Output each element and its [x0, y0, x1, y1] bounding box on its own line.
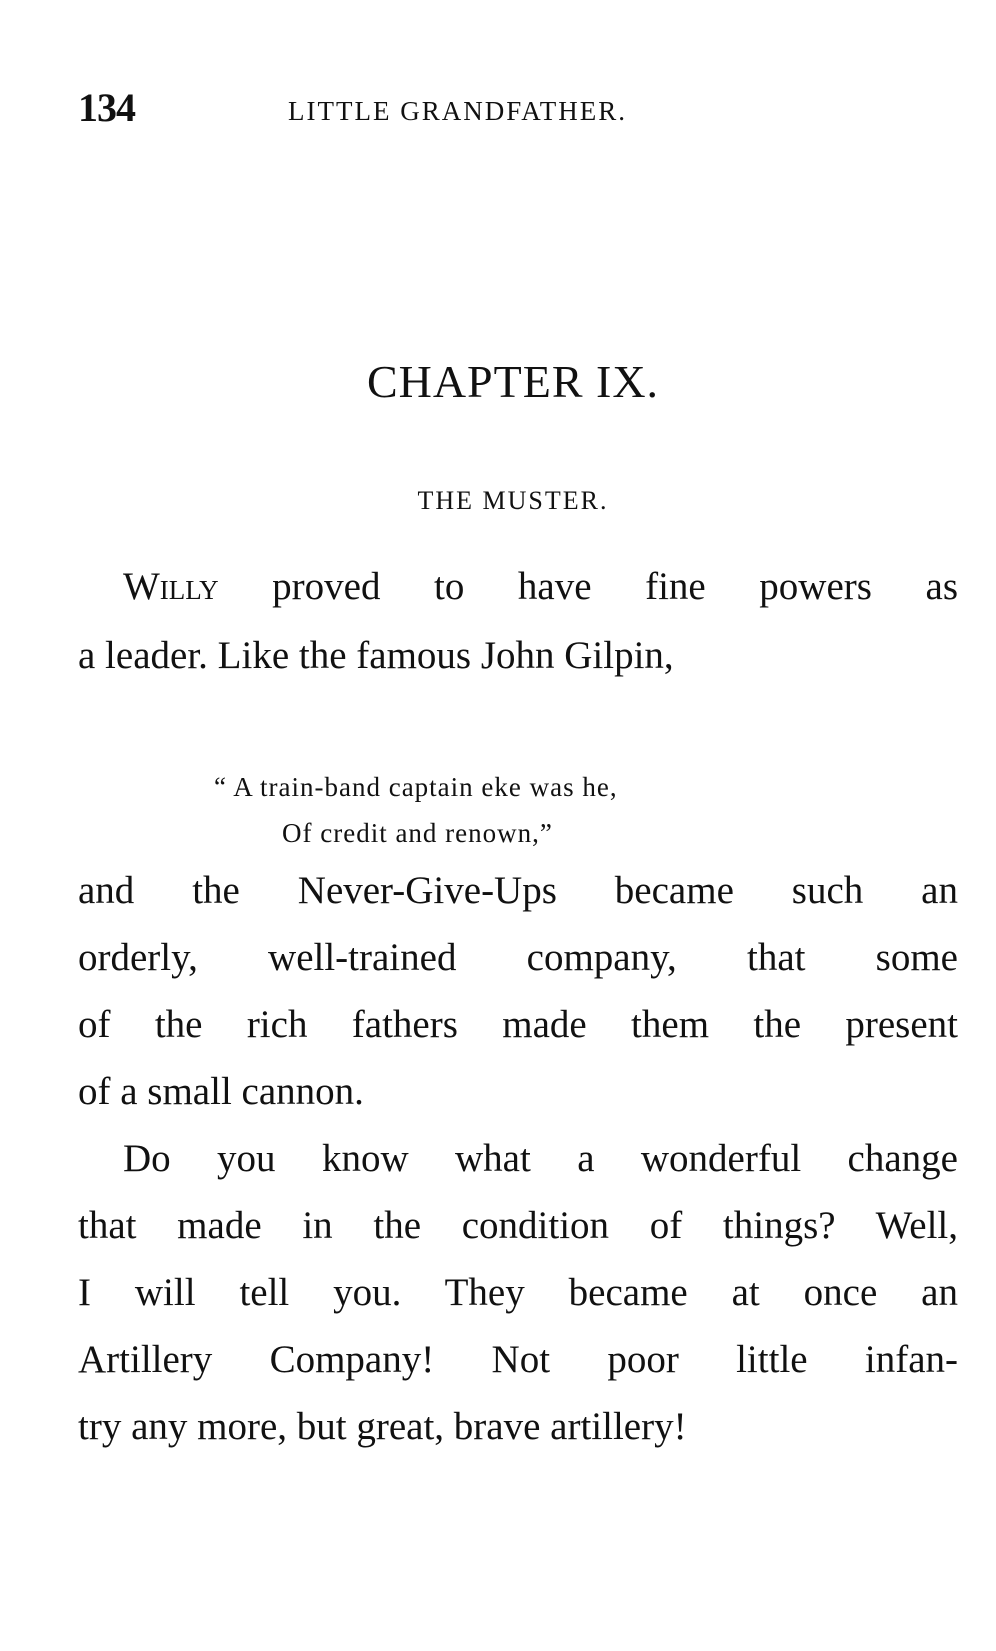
paragraph-1-line-1-text: proved to have fine powers as [218, 565, 958, 608]
paragraph-3-line-4: Artillery Company! Not poor little infan- [78, 1338, 958, 1381]
paragraph-3-line-5: try any more, but great, brave artillery! [78, 1405, 687, 1448]
verse-quote-line-1: “ A train-band captain eke was he, [214, 772, 618, 802]
paragraph-2-line-1: and the Never-Give-Ups became such an [78, 869, 958, 912]
paragraph-3-line-1: Do you know what a wonderful change [123, 1137, 958, 1180]
lead-word: Willy [123, 565, 219, 608]
paragraph-2-line-4: of a small cannon. [78, 1070, 364, 1113]
page-number: 134 [78, 85, 135, 130]
paragraph-3-line-2: that made in the condition of things? Well, [78, 1204, 958, 1247]
paragraph-3-line-3: I will tell you. They became at once an [78, 1271, 958, 1314]
paragraph-1-line-1 [123, 552, 958, 621]
paragraph-1-line-2: a leader. Like the famous John Gilpin, [78, 634, 674, 677]
paragraph-2-line-2: orderly, well-trained company, that some [78, 936, 958, 979]
paragraph-2-line-3: of the rich fathers made them the present [78, 1003, 958, 1046]
chapter-number: CHAPTER IX. [366, 356, 660, 407]
running-title: LITTLE GRANDFATHER. [288, 96, 627, 126]
running-head [78, 84, 958, 144]
verse-quote-line-2: Of credit and renown,” [282, 818, 553, 848]
chapter-title: THE MUSTER. [417, 486, 609, 515]
